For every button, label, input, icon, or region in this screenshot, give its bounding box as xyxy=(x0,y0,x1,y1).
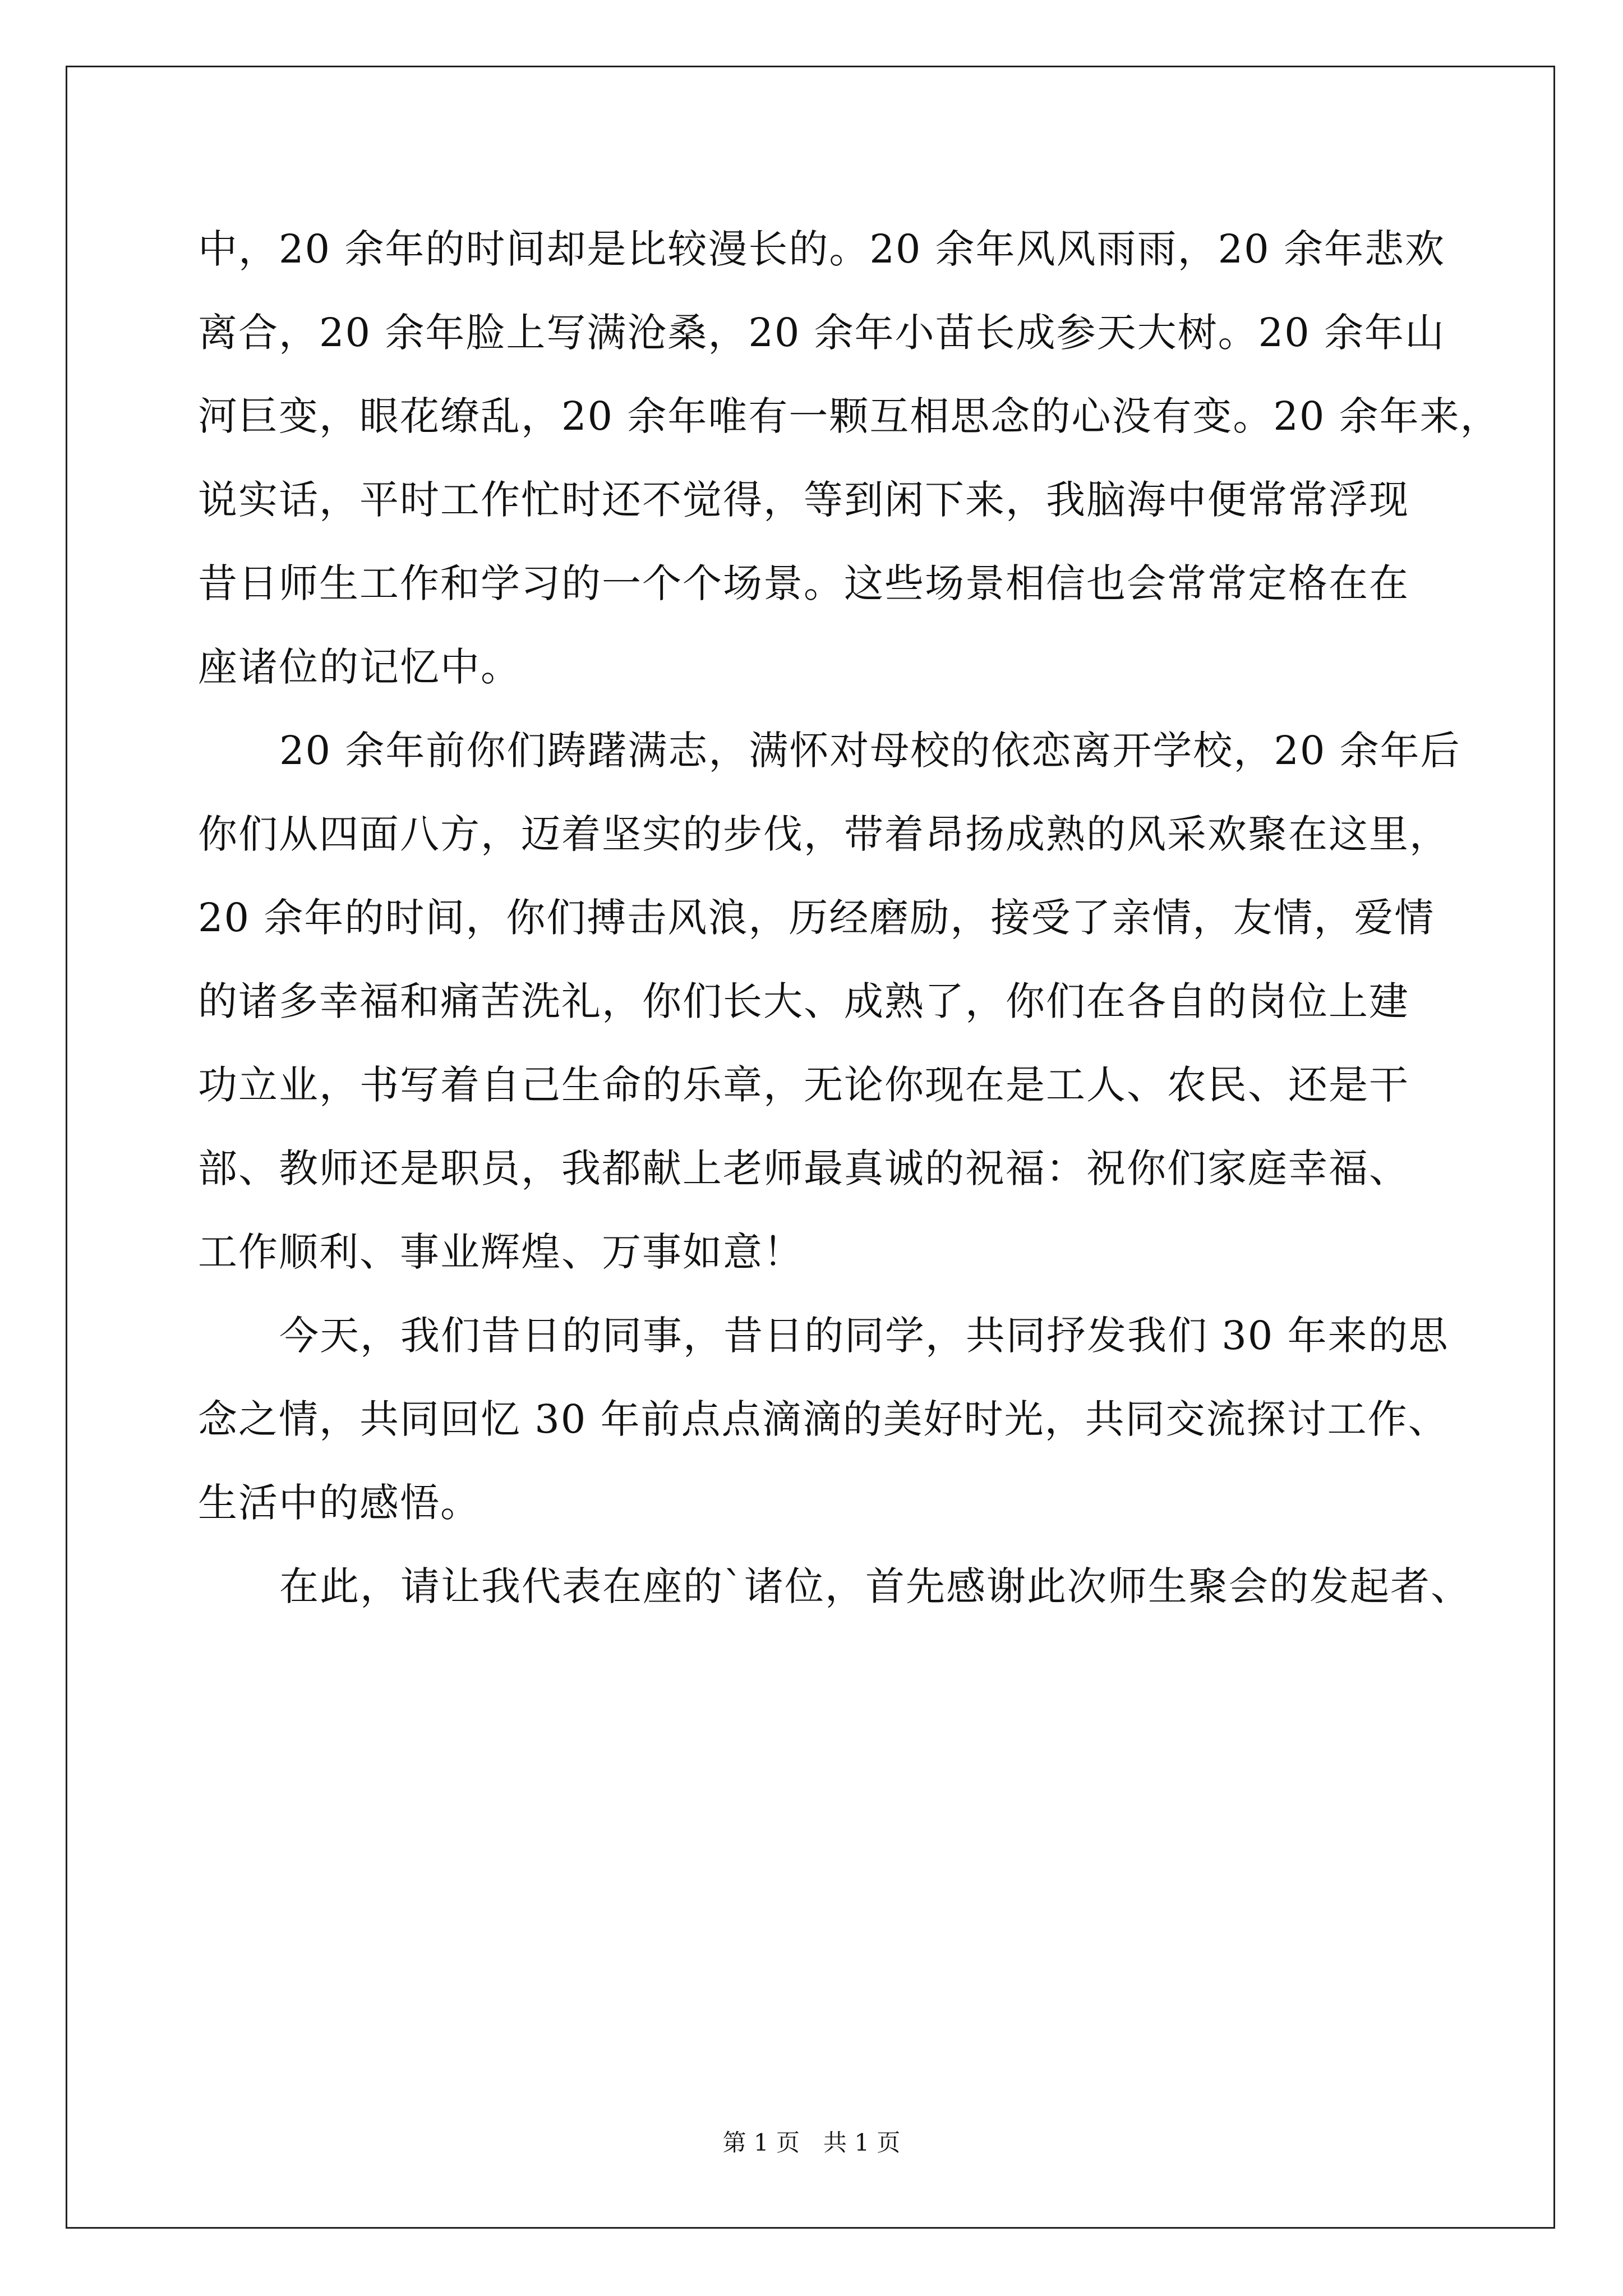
text-line: 说实话，平时工作忙时还不觉得，等到闲下来，我脑海中便常常浮现 xyxy=(198,477,1409,523)
text-line: 念之情，共同回忆 30 年前点点滴滴的美好时光，共同交流探讨工作、 xyxy=(198,1396,1449,1442)
paragraph-first-line: 20 余年前你们踌躇满志，满怀对母校的依恋离开学校，20 余年后 xyxy=(279,728,1461,774)
text-line: 中，20 余年的时间却是比较漫长的。20 余年风风雨雨，20 余年悲欢 xyxy=(198,226,1445,272)
text-line: 河巨变，眼花缭乱，20 余年唯有一颗互相思念的心没有变。20 余年来， xyxy=(198,393,1501,439)
page-footer xyxy=(0,2126,1623,2160)
document-body xyxy=(198,208,1501,1628)
text-line: 昔日师生工作和学习的一个个场景。这些场景相信也会常常定格在在 xyxy=(198,560,1409,606)
text-line: 功立业，书写着自己生命的乐章，无论你现在是工人、农民、还是干 xyxy=(198,1062,1409,1108)
paragraph-first-line: 今天，我们昔日的同事，昔日的同学，共同抒发我们 30 年来的思 xyxy=(279,1313,1449,1359)
text-line: 生活中的感悟。 xyxy=(198,1480,481,1526)
text-line: 的诸多幸福和痛苦洗礼，你们长大、成熟了，你们在各自的岗位上建 xyxy=(198,978,1409,1024)
text-line: 座诸位的记忆中。 xyxy=(198,644,521,690)
paragraph-first-line: 在此，请让我代表在座的`诸位，首先感谢此次师生聚会的发起者、 xyxy=(279,1563,1471,1609)
text-line: 你们从四面八方，迈着坚实的步伐，带着昂扬成熟的风采欢聚在这里， xyxy=(198,811,1450,857)
page-number: 第 1 页 共 1 页 xyxy=(722,2129,901,2156)
text-line: 离合，20 余年脸上写满沧桑，20 余年小苗长成参天大树。20 余年山 xyxy=(198,310,1445,356)
text-line: 部、教师还是职员，我都献上老师最真诚的祝福：祝你们家庭幸福、 xyxy=(198,1145,1409,1191)
text-line: 工作顺利、事业辉煌、万事如意！ xyxy=(198,1229,804,1275)
text-line: 20 余年的时间，你们搏击风浪，历经磨励，接受了亲情，友情，爱情 xyxy=(198,895,1435,941)
